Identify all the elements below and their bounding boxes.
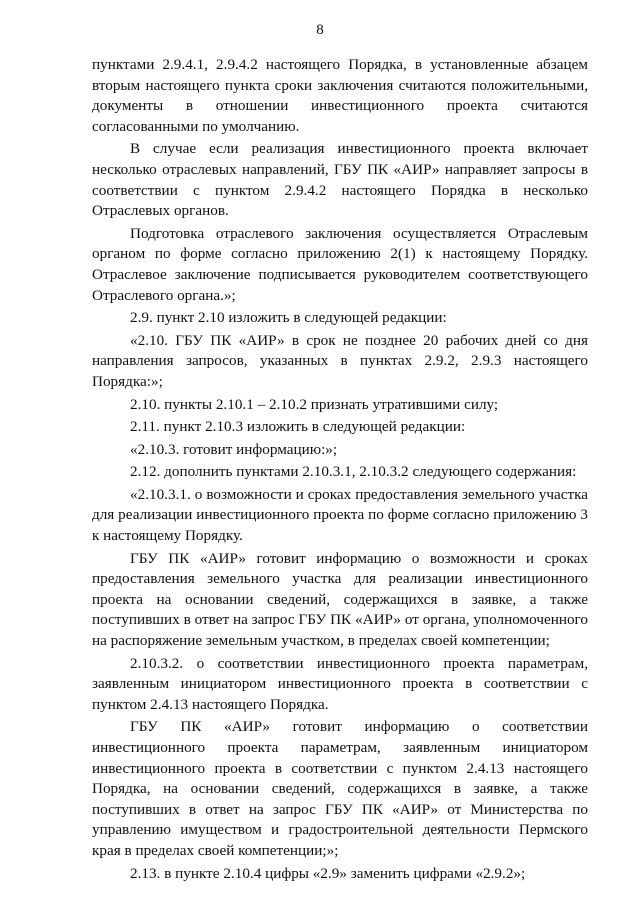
document-body <box>92 55 588 884</box>
paragraph: Подготовка отраслевого заключения осуществляется Отраслевым органом по форме согласно приложению 2(1) к настоящему Порядку. Отраслевое заключение подписывается руководителем соответствующего Отраслевого органа.»; <box>92 224 588 304</box>
paragraph: ГБУ ПК «АИР» готовит информацию о соответствии инвестиционного проекта параметрам, заявленным инициатором инвестиционного проекта в соответствии с пунктом 2.4.13 настоящего Порядка, на основании сведений, содержащихся в заявке, а также поступивших в ответ на запрос ГБУ ПК «АИР» от Министерства по управлению имуществом и градостроительной деятельности Пермского края в пределах своей компетенции;»; <box>92 718 588 859</box>
paragraph: 2.12. дополнить пунктами 2.10.3.1, 2.10.3.2 следующего содержания: <box>130 463 577 481</box>
paragraph: «2.10.3.1. о возможности и сроках предоставления земельного участка для реализации инвестиционного проекта по форме согласно приложению 3 к настоящему Порядку. <box>92 485 588 545</box>
paragraph: 2.10.3.2. о соответствии инвестиционного проекта параметрам, заявленным инициатором инвестиционного проекта в соответствии с пунктом 2.4.13 настоящего Порядка. <box>92 654 588 713</box>
paragraph: 2.11. пункт 2.10.3 изложить в следующей редакции: <box>130 418 466 436</box>
paragraph: 2.10. пункты 2.10.1 – 2.10.2 признать утратившими силу; <box>130 395 499 413</box>
paragraph: «2.10. ГБУ ПК «АИР» в срок не позднее 20 рабочих дней со дня направления запросов, указанных в пунктах 2.9.2, 2.9.3 настоящего Порядка:»; <box>92 331 588 390</box>
page-number: 8 <box>316 22 324 38</box>
paragraph: ГБУ ПК «АИР» готовит информацию о возможности и сроках предоставления земельного участка для реализации инвестиционного проекта на основании сведений, содержащихся в заявке, а также поступивших в ответ на запрос ГБУ ПК «АИР» от органа, уполномоченного на распоряжение земельным участком, в пределах своей компетенции; <box>92 549 588 650</box>
paragraph: В случае если реализация инвестиционного проекта включает несколько отраслевых направлений, ГБУ ПК «АИР» направляет запросы в соответствии с пунктом 2.9.4.2 настоящего Порядка в несколько Отраслевых органов. <box>92 140 588 220</box>
paragraph: 2.13. в пункте 2.10.4 цифры «2.9» заменить цифрами «2.9.2»; <box>130 864 526 882</box>
paragraph-continuation: пунктами 2.9.4.1, 2.9.4.2 настоящего Порядка, в установленные абзацем вторым настоящего пункта сроки заключения считаются положительными, документы в отношении инвестиционного проекта считаются согласованными по умолчанию. <box>92 56 588 135</box>
paragraph: 2.9. пункт 2.10 изложить в следующей редакции: <box>130 309 447 327</box>
paragraph: «2.10.3. готовит информацию:»; <box>130 440 338 458</box>
